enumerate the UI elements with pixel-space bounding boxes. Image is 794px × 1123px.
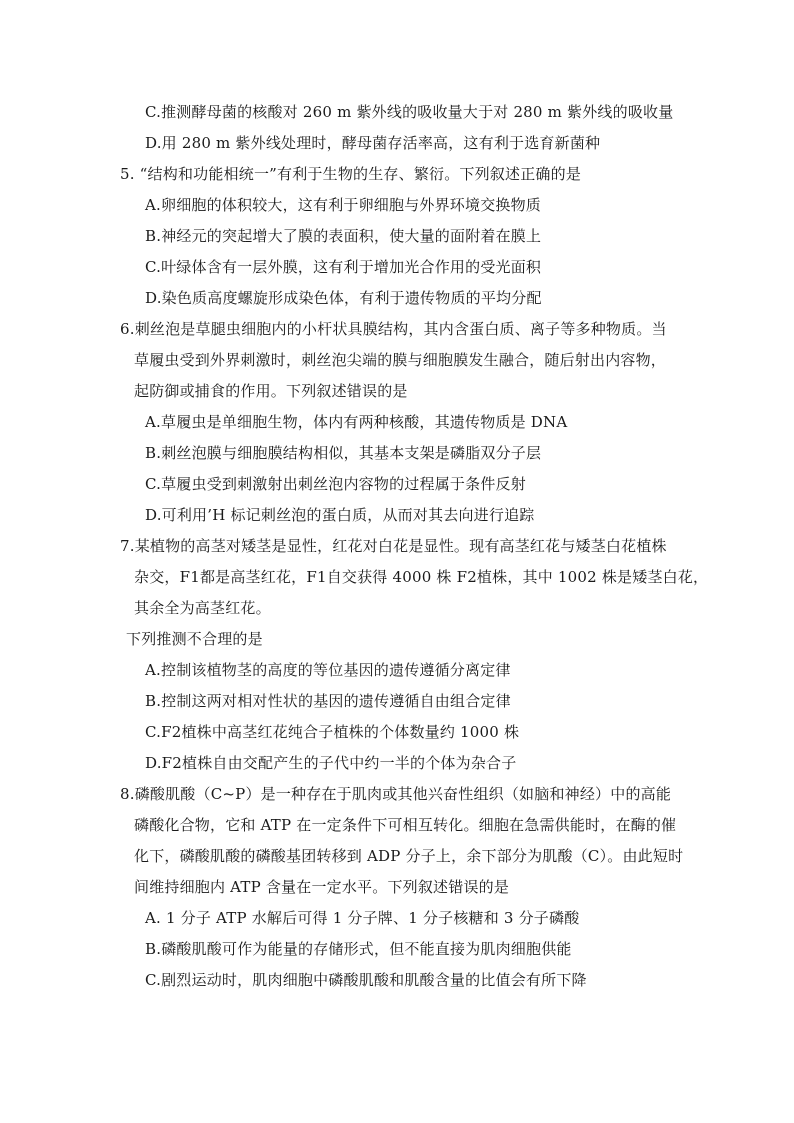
q7-option-c: C.F2植株中高茎红花纯合子植株的个体数量约 1000 株	[145, 723, 520, 741]
q7-option-b: B.控制这两对相对性状的基因的遗传遵循自由组合定律	[145, 692, 511, 710]
q8-stem-line3: 化下，磷酸肌酸的磷酸基团转移到 ADP 分子上，余下部分为肌酸（C）。由此短时	[134, 847, 684, 865]
q5-option-d: D.染色质高度螺旋形成染色体，有利于遗传物质的平均分配	[145, 289, 542, 307]
q7-stem-line3: 其余全为高茎红花。	[134, 599, 271, 617]
q6-option-a: A.草履虫是单细胞生物，体内有两种核酸，其遗传物质是 DNA	[145, 413, 568, 431]
q6-option-c: C.草履虫受到刺激射出刺丝泡内容物的过程属于条件反射	[145, 475, 526, 493]
q6-option-b: B.刺丝泡膜与细胞膜结构相似，其基本支架是磷脂双分子层	[145, 444, 542, 462]
q5-option-b: B.神经元的突起增大了膜的表面积，使大量的面附着在膜上	[145, 227, 542, 245]
q6-option-d: D.可利用’H 标记刺丝泡的蛋白质，从而对其去向进行追踪	[145, 506, 535, 524]
q7-option-a: A.控制该植物茎的高度的等位基因的遗传遵循分离定律	[145, 661, 511, 679]
q8-option-a: A. 1 分子 ATP 水解后可得 1 分子牌、1 分子核糖和 3 分子磷酸	[145, 909, 580, 927]
q8-stem-line2: 磷酸化合物，它和 ATP 在一定条件下可相互转化。细胞在急需供能时，在酶的催	[134, 816, 677, 834]
q7-prompt: 下列推测不合理的是	[126, 630, 263, 648]
q7-option-d: D.F2植株自由交配产生的子代中约一半的个体为杂合子	[145, 754, 517, 772]
q4-option-d: D.用 280 m 紫外线处理时，酵母菌存活率高，这有利于选育新菌种	[145, 134, 601, 152]
q5-stem: 5. “结构和功能相统一”有利于生物的生存、繁衍。下列叙述正确的是	[120, 165, 582, 183]
q8-option-c: C.剧烈运动时，肌肉细胞中磷酸肌酸和肌酸含量的比值会有所下降	[145, 971, 587, 989]
q5-option-a: A.卵细胞的体积较大，这有利于卵细胞与外界环境交换物质	[145, 196, 542, 214]
q6-stem-line3: 起防御或捕食的作用。下列叙述错误的是	[134, 382, 408, 400]
q8-option-b: B.磷酸肌酸可作为能量的存储形式，但不能直接为肌肉细胞供能	[145, 940, 572, 958]
q7-stem-line2: 杂交，F1都是高茎红花，F1自交获得 4000 株 F2植株，其中 1002 株是矮茎白花，	[134, 568, 709, 586]
q8-stem-line1: 8.磷酸肌酸（C~P）是一种存在于肌肉或其他兴奋性组织（如脑和神经）中的高能	[120, 785, 672, 803]
q6-stem-line2: 草履虫受到外界刺激时，刺丝泡尖端的膜与细胞膜发生融合，随后射出内容物，	[134, 351, 667, 369]
q5-option-c: C.叶绿体含有一层外膜，这有利于增加光合作用的受光面积	[145, 258, 542, 276]
q8-stem-line4: 间维持细胞内 ATP 含量在一定水平。下列叙述错误的是	[134, 878, 510, 896]
q4-option-c: C.推测酵母菌的核酸对 260 m 紫外线的吸收量大于对 280 m 紫外线的吸收量	[145, 103, 674, 121]
q7-stem-line1: 7.某植物的高茎对矮茎是显性，红花对白花是显性。现有高茎红花与矮茎白花植株	[120, 537, 667, 555]
q6-stem-line1: 6.刺丝泡是草腿虫细胞内的小杆状具膜结构，其内含蛋白质、离子等多种物质。当	[120, 320, 667, 338]
